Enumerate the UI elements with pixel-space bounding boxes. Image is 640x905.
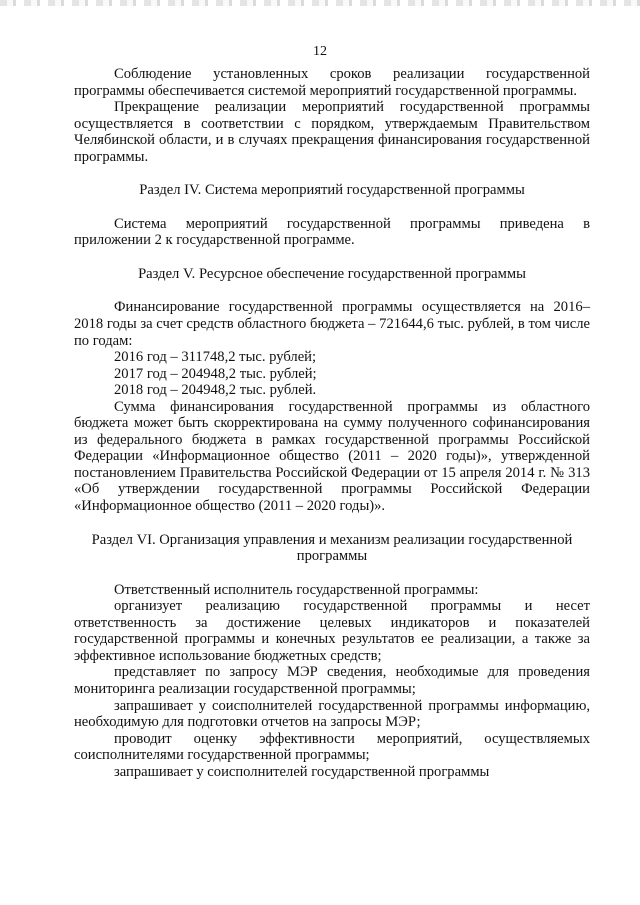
section-4-heading: Раздел IV. Система мероприятий государственной программы	[139, 182, 525, 199]
paragraph-responsible-executor: Ответственный исполнитель государственной программы:	[114, 581, 479, 598]
section-6-heading-line1: Раздел VI. Организация управления и механизм реализации государственной	[91, 531, 573, 548]
scan-edge-artifact	[0, 0, 640, 6]
paragraph-organizes: организует реализацию государственной программы и несет ответственность за достижение целевых индикаторов и показателей государственной программы и конечных результатов ее реализации, а также за эффективное использование бюджетных средств;	[74, 598, 590, 664]
paragraph-evaluates: проводит оценку эффективности мероприятий, осуществляемых соисполнителями государственной программы;	[74, 730, 590, 764]
section-5-heading: Раздел V. Ресурсное обеспечение государственной программы	[138, 265, 526, 282]
financing-year-2017: 2017 год – 204948,2 тыс. рублей;	[114, 365, 317, 382]
paragraph-requests-cut: запрашивает у соисполнителей государственной программы	[114, 763, 490, 780]
paragraph-requests-info: запрашивает у соисполнителей государственной программы информацию, необходимую для подготовки отчетов на запросы МЭР;	[74, 697, 590, 731]
page-number: 12	[313, 44, 327, 59]
paragraph-financing: Финансирование государственной программы осуществляется на 2016–2018 годы за счет средств областного бюджета – 721644,6 тыс. рублей, в том числе по годам:	[74, 299, 590, 349]
paragraph-cofinancing: Сумма финансирования государственной программы из областного бюджета может быть скорректирована на сумму полученного софинансирования из федерального бюджета в рамках государственной программы Российской Федерации «Информационное общество (2011 – 2020 годы)», утвержденной постановлением Правительства Российской Федерации от 15 апреля 2014 г. № 313 «Об утверждении государственной программы Российской Федерации «Информационное общество (2011 – 2020 годы)».	[74, 398, 590, 515]
paragraph-termination: Прекращение реализации мероприятий государственной программы осуществляется в соответствии с порядком, утверждаемым Правительством Челябинской области, и в случаях прекращения финансирования государственной программы.	[74, 99, 590, 165]
paragraph-deadlines: Соблюдение установленных сроков реализации государственной программы обеспечивается системой мероприятий государственной программы.	[74, 66, 590, 99]
financing-year-2016: 2016 год – 311748,2 тыс. рублей;	[114, 349, 317, 366]
financing-year-2018: 2018 год – 204948,2 тыс. рублей.	[114, 382, 317, 399]
document-body	[74, 66, 590, 780]
paragraph-presents: представляет по запросу МЭР сведения, необходимые для проведения мониторинга реализации государственной программы;	[74, 664, 590, 697]
section-6-heading-line2: программы	[296, 548, 368, 565]
paragraph-system-of-measures: Система мероприятий государственной программы приведена в приложении 2 к государственной программе.	[74, 215, 590, 249]
